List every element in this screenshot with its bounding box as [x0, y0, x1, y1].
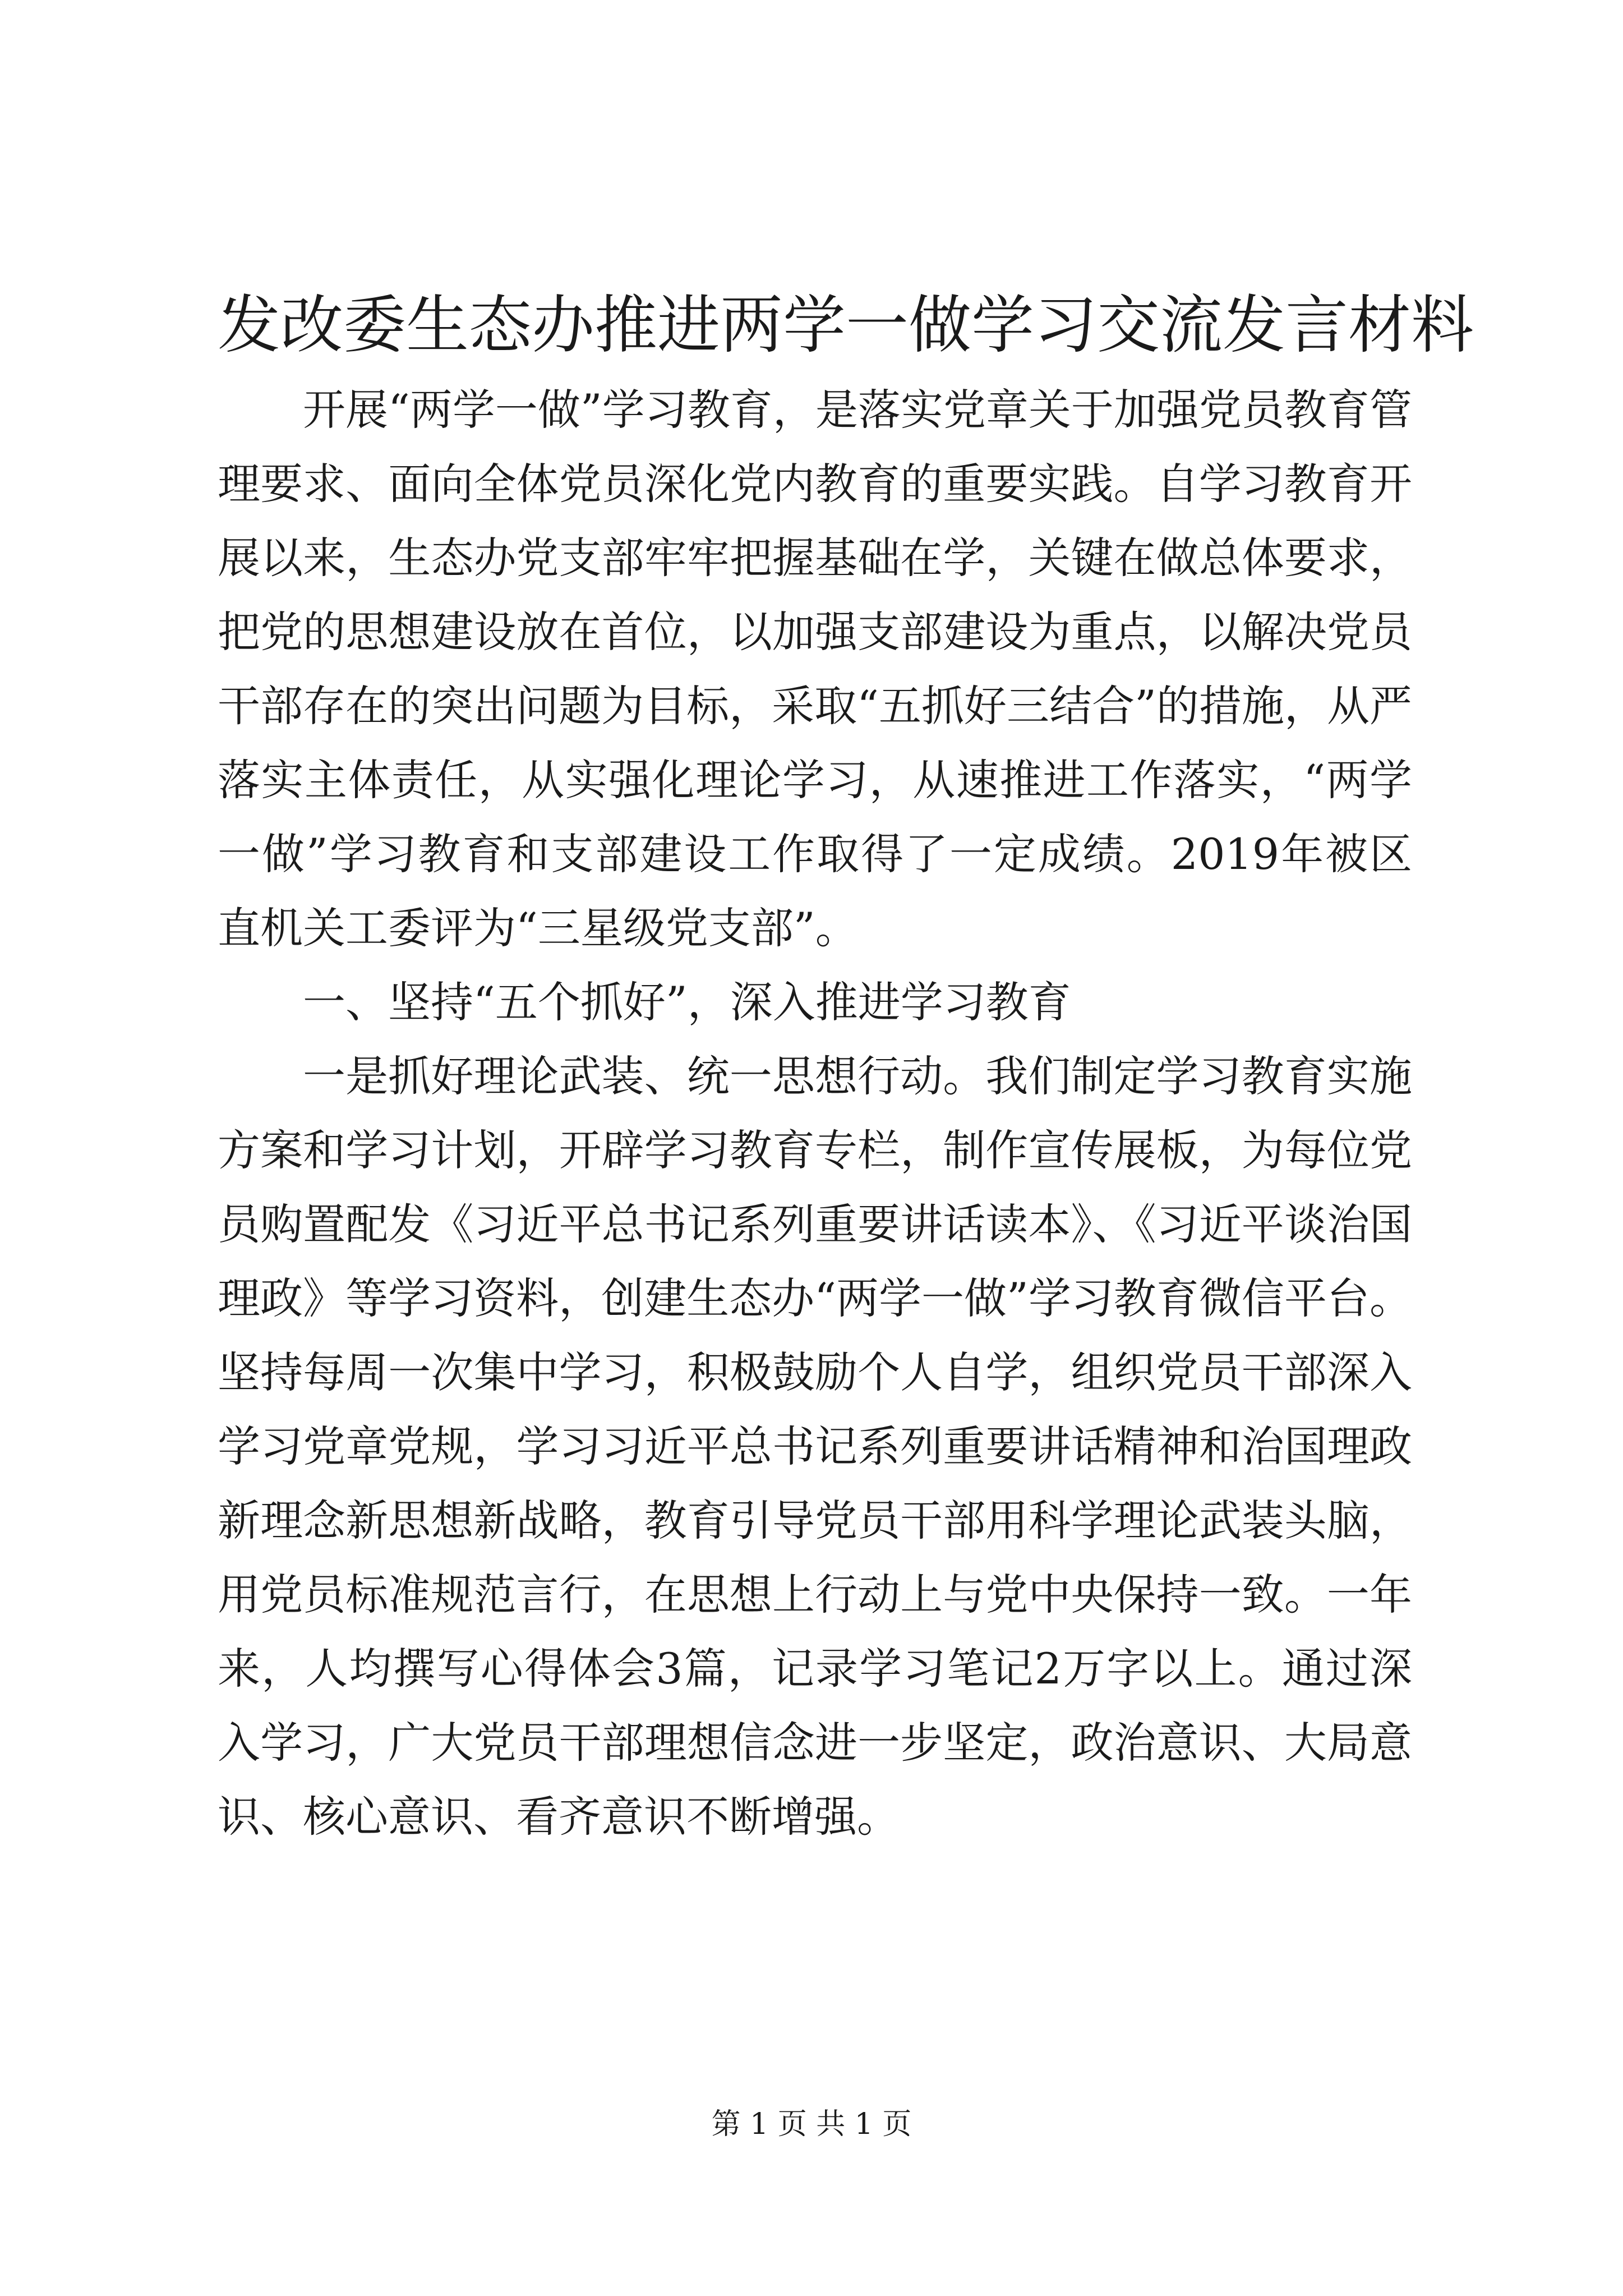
section-paragraph: 一是抓好理论武装、统一思想行动。我们制定学习教育实施方案和学习计划，开辟学习教育专栏，制作宣传展板，为每位党员购置配发《习近平总书记系列重要讲话读本》、《习近平谈治国理政》等学习资料，创建生态办“两学一做”学习教育微信平台。坚持每周一次集中学习，积极鼓励个人自学，组织党员干部深入学习党章党规，学习习近平总书记系列重要讲话精神和治国理政新理念新思想新战略，教育引导党员干部用科学理论武装头脑，用党员标准规范言行，在思想上行动上与党中央保持一致。一年来，人均撰写心得体会3篇，记录学习笔记2万字以上。通过深入学习，广大党员干部理想信念进一步坚定，政治意识、大局意识、核心意识、看齐意识不断增强。: [218, 1051, 1412, 1842]
intro-paragraph: 开展“两学一做”学习教育，是落实党章关于加强党员教育管理要求、面向全体党员深化党内教育的重要实践。自学习教育开展以来，生态办党支部牢牢把握基础在学，关键在做总体要求，把党的思想建设放在首位，以加强支部建设为重点，以解决党员干部存在的突出问题为目标，采取“五抓好三结合”的措施，从严落实主体责任，从实强化理论学习，从速推进工作落实，“两学一做”学习教育和支部建设工作取得了一定成绩。2019年被区直机关工委评为“三星级党支部”。: [218, 385, 1412, 953]
page-footer: 第 1 页 共 1 页: [711, 2108, 912, 2141]
section-heading: 一、坚持“五个抓好”，深入推进学习教育: [303, 977, 1071, 1027]
document-title: 发改委生态办推进两学一做学习交流发言材料: [218, 289, 1474, 362]
document-body: [218, 373, 1412, 1854]
